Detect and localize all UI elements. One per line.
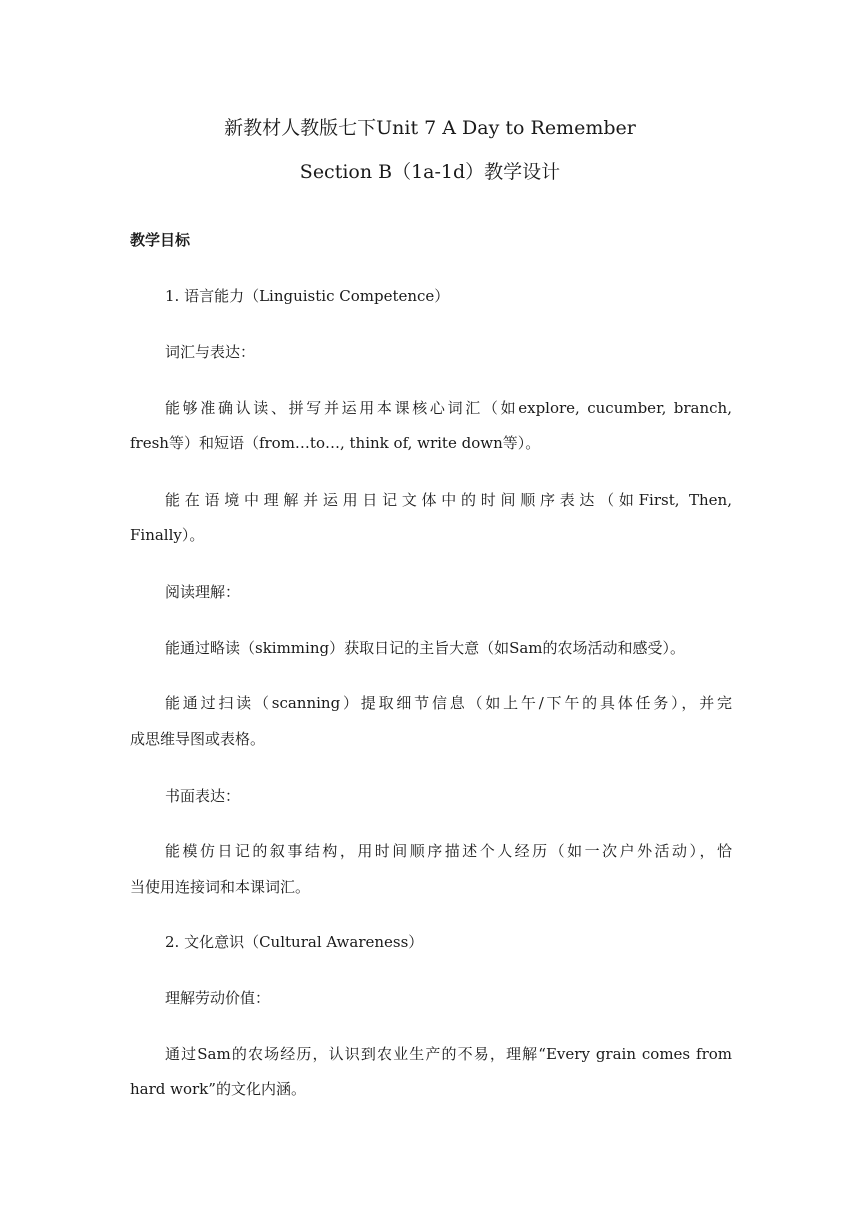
reading-paragraph1: 能通过略读（skimming）获取日记的主旨大意（如Sam的农场活动和感受）。 <box>165 639 686 657</box>
section-heading-teaching-objectives: 教学目标 <box>130 231 191 249</box>
writing-label: 书面表达： <box>165 787 241 805</box>
vocab-paragraph1-line1: 能够准确认读、拼写并运用本课核心词汇（如explore, cucumber, branch, <box>165 399 732 417</box>
labor-paragraph1-line1: 通过Sam的农场经历，认识到农业生产的不易，理解“Every grain comes from <box>165 1045 732 1063</box>
reading-label: 阅读理解： <box>165 583 241 601</box>
vocab-label: 词汇与表达： <box>165 343 256 361</box>
labor-value-label: 理解劳动价值： <box>165 989 271 1007</box>
writing-paragraph1-line1: 能模仿日记的叙事结构，用时间顺序描述个人经历（如一次户外活动），恰 <box>165 842 732 860</box>
vocab-paragraph2-line1: 能在语境中理解并运用日记文体中的时间顺序表达（如First, Then, <box>165 491 732 509</box>
objective-1-heading: 1. 语言能力（Linguistic Competence） <box>165 287 450 305</box>
document-title-line1: 新教材人教版七下Unit 7 A Day to Remember <box>224 117 636 139</box>
vocab-paragraph1-line2: fresh等）和短语（from…to…, think of, write down等）。 <box>130 434 541 452</box>
reading-paragraph2-line2: 成思维导图或表格。 <box>130 730 266 748</box>
labor-paragraph1-line2: hard work”的文化内涵。 <box>130 1080 306 1098</box>
objective-2-heading: 2. 文化意识（Cultural Awareness） <box>165 933 424 951</box>
reading-paragraph2-line1: 能通过扫读（scanning）提取细节信息（如上午/下午的具体任务），并完 <box>165 694 732 712</box>
vocab-paragraph2-line2: Finally）。 <box>130 526 205 544</box>
writing-paragraph1-line2: 当使用连接词和本课词汇。 <box>130 878 311 896</box>
document-title-line2: Section B（1a-1d）教学设计 <box>299 161 561 183</box>
